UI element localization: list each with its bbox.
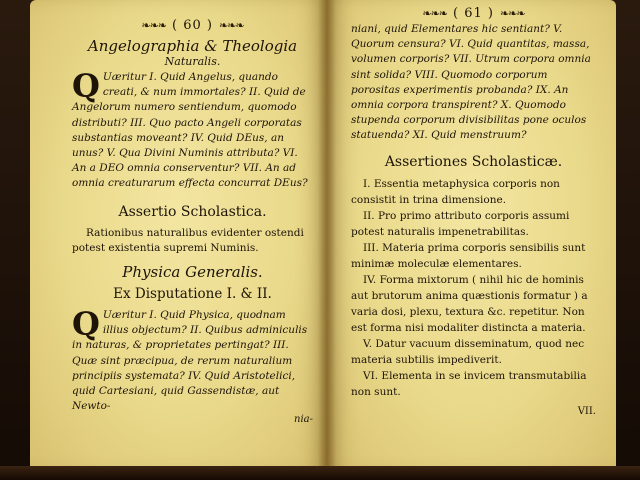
ornament-left-icon: ❧❧❧ [422,6,448,20]
left-catchword: nia- [294,414,313,426]
assertion-item: I. Essentia metaphysica corporis non consistit in trina dimensione. [351,177,560,206]
question-paragraph-1 [72,67,313,192]
dropcap: Q [72,305,100,344]
book-gutter [318,0,336,470]
right-page-number: ( 61 ) [453,5,494,21]
ornament-right-icon: ❧❧❧ [499,6,525,20]
continued-question-text: niani, quid Elementares hic sentiant? V. Quorum censura? VI. Quid quantitas, massa, volumen corporis? VII. Utrum corpora omnia sint solida? VIII. Quomodo corporum porositas experimentis probanda? IX. An omnia corpora transpirent? X. Quomodo stupenda corporum divisibilitas pone oculos statuenda? XI. Quid menstruum? [351,23,591,142]
assertio-heading: Assertio Scholastica. [118,203,267,220]
assertion-item: VI. Elementa in se invicem transmutabilia non sunt. [351,369,587,398]
right-page [327,0,616,470]
left-page-number: ( 60 ) [172,17,213,33]
assertion-item: IV. Forma mixtorum ( nihil hic de hominis aut brutorum anima quæstionis formatur ) a varia dosi, plexu, textura &c. repetitur. Non est forma nisi modaliter distincta a materia. [351,273,588,334]
section-title: Angelographia & Theologia [87,37,298,55]
assertiones-heading: Assertiones Scholasticæ. [384,153,563,170]
ornament-right-icon: ❧❧❧ [218,18,244,32]
assertio-text: Rationibus naturalibus evidenter ostendi potest existentia supremi Numinis. [72,226,304,254]
right-page-header [351,4,596,22]
left-page-header [72,16,313,34]
assertion-item: V. Datur vacuum disseminatum, quod nec materia subtilis impediverit. [351,337,585,366]
question-text-1: Uæritur I. Quid Angelus, quando creati, & num immortales? II. Quid de Angelorum numero sentiendum, quomodo distributi? III. Quo pacto Angeli corporatas substantias moveant? IV. Quid DEus, an unus? V. Qua Divini Numinis attributa? VI. An a DEO omnia conserventur? VII. An ad omnia creaturarum effecta concurrat DEus? [72,71,308,190]
dropcap: Q [72,67,100,105]
section-subtitle: Naturalis. [164,55,221,68]
question-paragraph-2 [72,305,313,414]
question-text-2: Uæritur I. Quid Physica, quodnam illius objectum? II. Quibus adminiculis in naturas, & proprietates pertingat? III. Quæ sint præcipua, de rerum naturalium principiis systemata? IV. Quid Aristotelici, quid Cartesiani, quid Gassendistæ, aut Newto- [72,309,308,413]
assertion-item: II. Pro primo attributo corporis assumi potest naturalis impenetrabilitas. [351,209,570,238]
right-catchword: VII. [577,405,596,417]
table-surface [0,466,640,480]
disputatione-heading: Ex Disputatione I. & II. [113,286,272,303]
ornament-left-icon: ❧❧❧ [141,18,167,32]
left-page [30,0,327,470]
physica-heading: Physica Generalis. [122,263,263,282]
assertion-item: III. Materia prima corporis sensibilis sunt minimæ moleculæ elementares. [351,241,586,270]
